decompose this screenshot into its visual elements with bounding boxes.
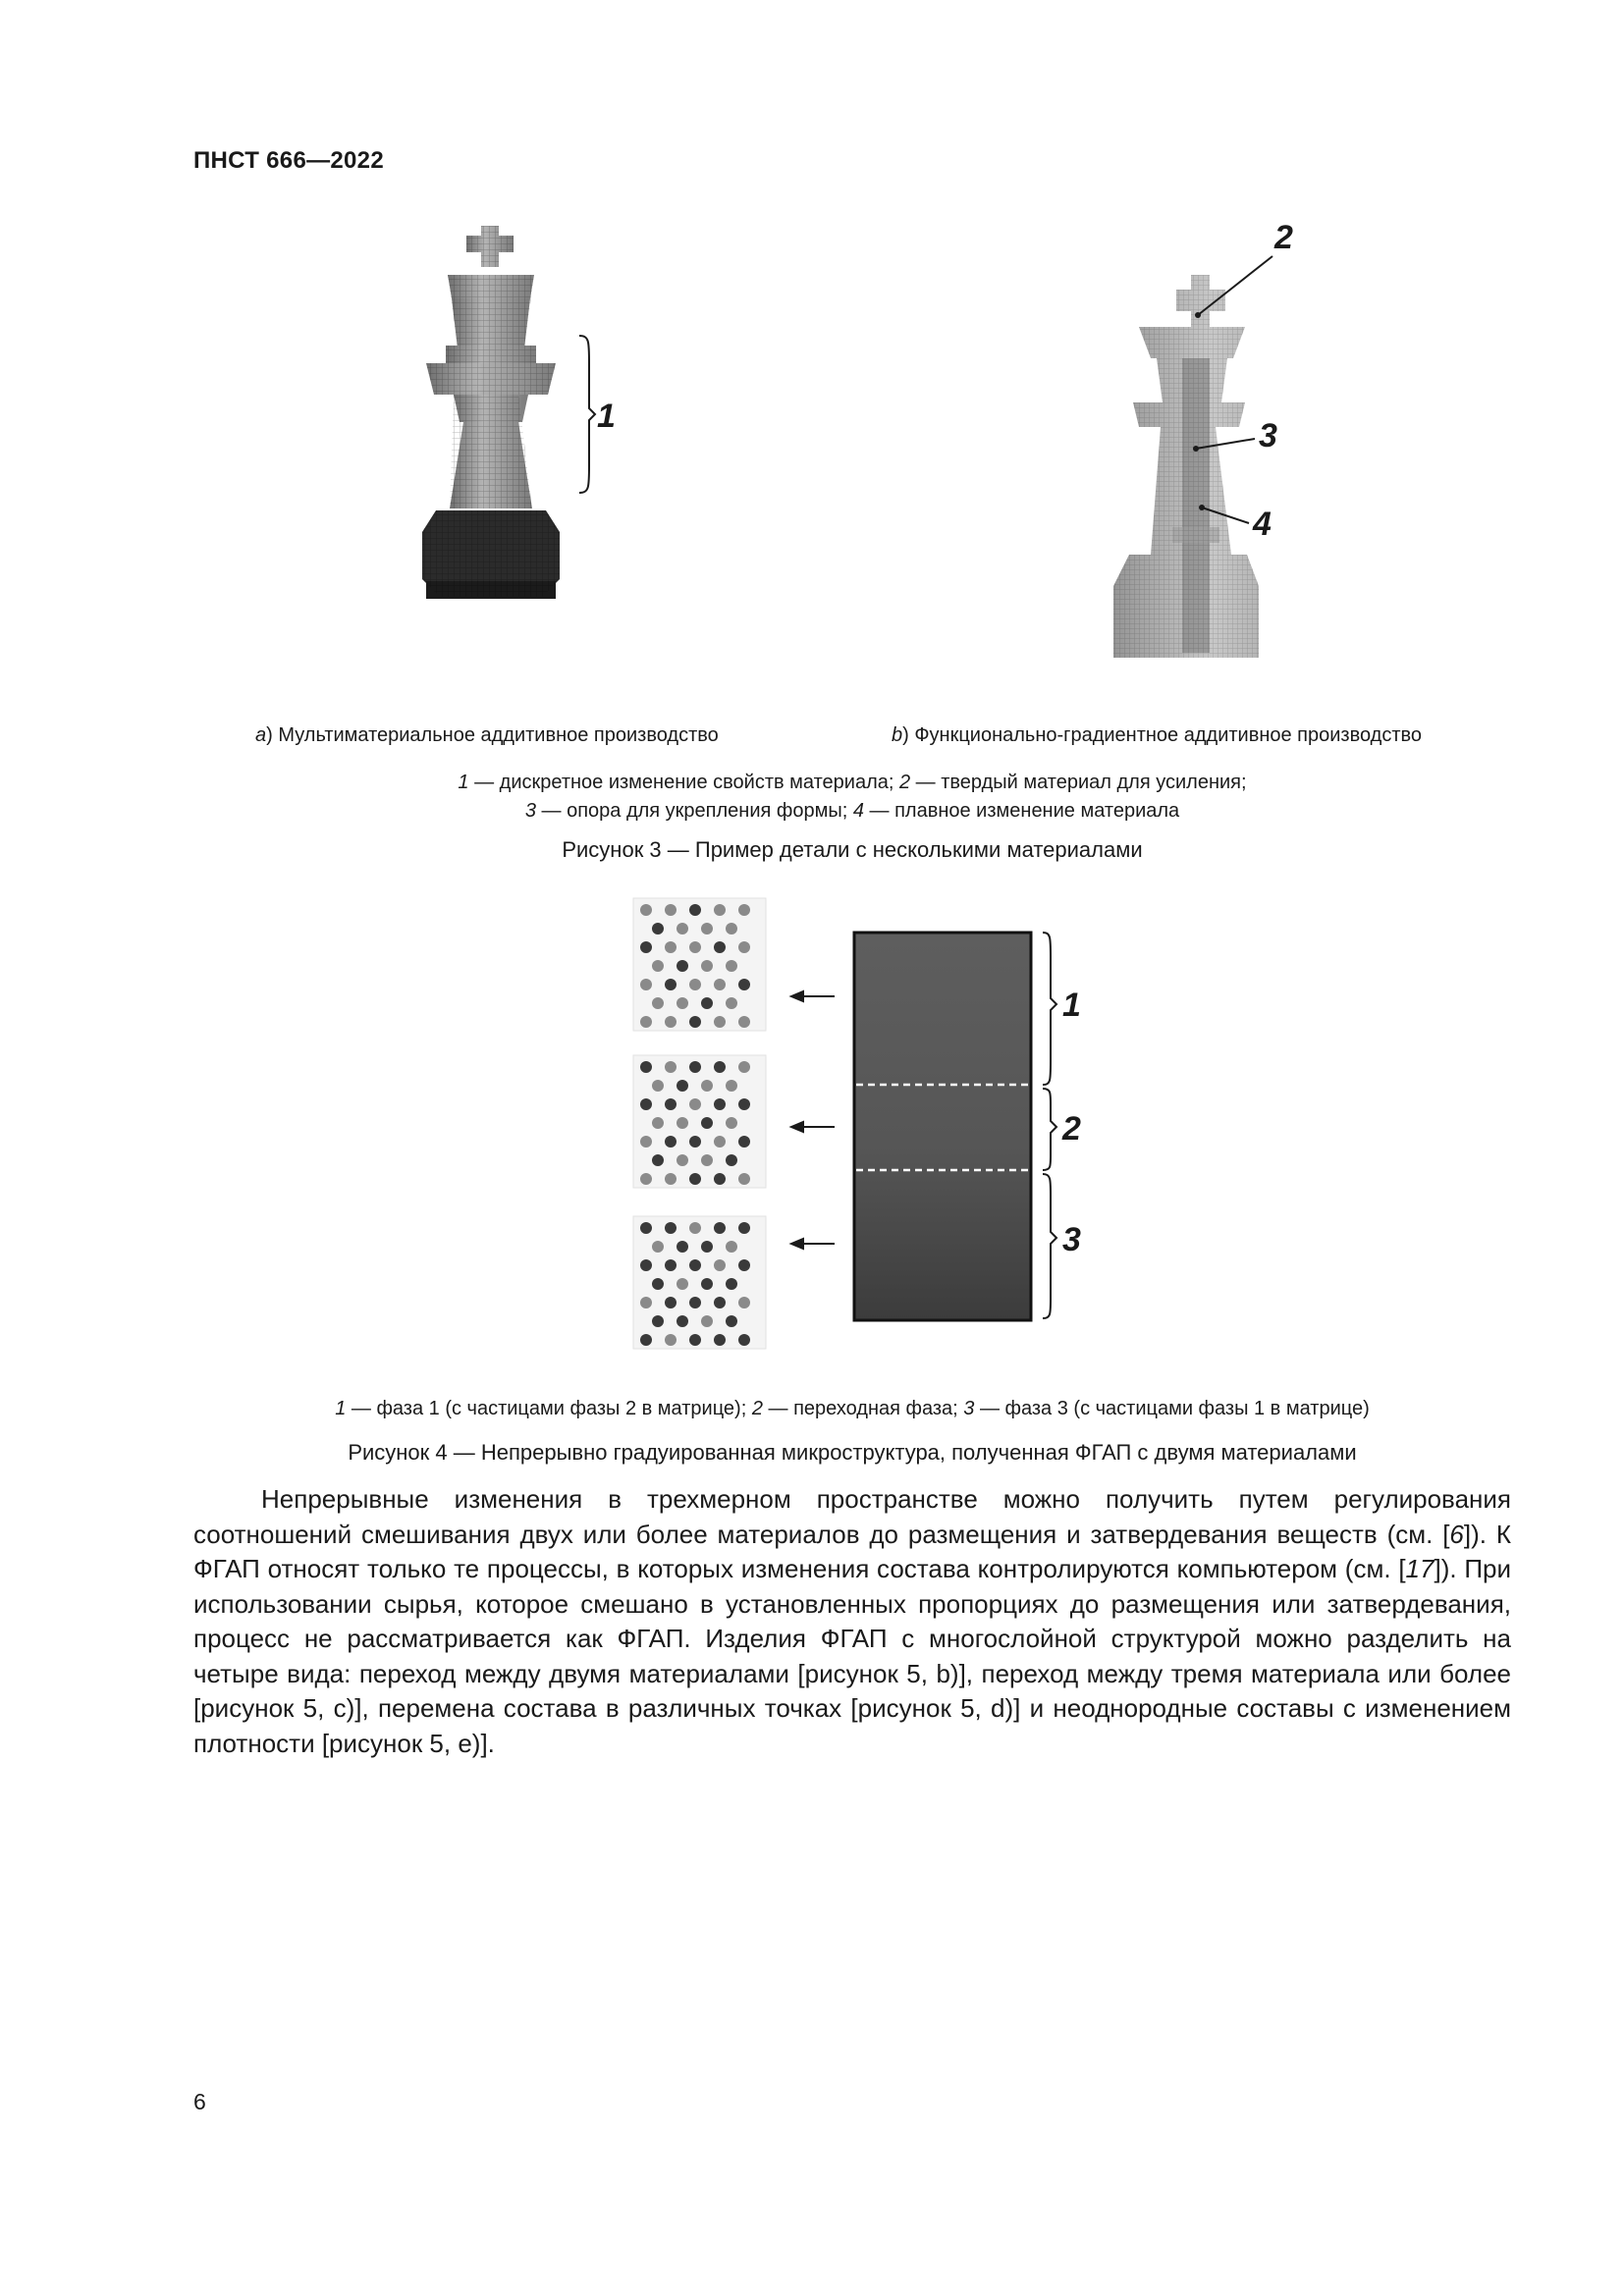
particle [652, 923, 664, 934]
particle [677, 960, 688, 972]
particle [665, 1061, 677, 1073]
particle [665, 1098, 677, 1110]
particle [652, 1278, 664, 1290]
particle [726, 1315, 737, 1327]
label-1: 1 [597, 398, 616, 435]
particle [640, 941, 652, 953]
particle [726, 1154, 737, 1166]
particle [689, 1061, 701, 1073]
particle [714, 1098, 726, 1110]
particle [665, 1297, 677, 1308]
particle [738, 1098, 750, 1110]
body-paragraph: Непрерывные изменения в трехмерном пространстве можно получить путем регулирования соотношений смешивания двух или более материалов до размещения и затвердевания веществ (см. [6]). К ФГАП относят только те процессы, в которых изменения состава контролируются компьютером (см. [17]). При использовании сырья, которое смешано в установленных пропорциях до размещения или затвердевания, процесс не рассматривается как ФГАП. Изделия ФГАП с многослойной структурой можно разделить на четыре вида: переход между двумя материалами [рисунок 5, b)], переход между тремя материала или более [рисунок 5, c)], перемена состава в различных точках [рисунок 5, d)] и неоднородные составы с изменением плотности [рисунок 5, e)]. [193, 1484, 1512, 1758]
particle [738, 1016, 750, 1028]
particle [677, 1241, 688, 1253]
particle [701, 1315, 713, 1327]
particle [738, 941, 750, 953]
particle [701, 923, 713, 934]
particle [665, 1259, 677, 1271]
particle [689, 1297, 701, 1308]
label-2: 2 [1274, 221, 1293, 256]
figure-3-title: Рисунок 3 — Пример детали с несколькими материалами [562, 837, 1143, 862]
figure-3a-chess-king-multimaterial [412, 226, 648, 648]
particle [714, 1222, 726, 1234]
particle [689, 1222, 701, 1234]
particle [652, 1241, 664, 1253]
particle [665, 1173, 677, 1185]
particle [652, 960, 664, 972]
particle [738, 1297, 750, 1308]
particle [726, 997, 737, 1009]
particle [714, 1136, 726, 1148]
particle [714, 1259, 726, 1271]
particle [701, 1278, 713, 1290]
zone-label-1: 1 [1062, 987, 1081, 1024]
reference-6: 6 [1449, 1519, 1464, 1549]
particle [738, 904, 750, 916]
particle [701, 997, 713, 1009]
figure-3b-chess-king-gradient [1100, 221, 1326, 672]
particle [677, 1080, 688, 1092]
particle [714, 979, 726, 990]
figure-3-legend: 1 — дискретное изменение свойств материала; 2 — твердый материал для усиления; 3 — опора для укрепления формы; 4 — плавное изменение материала [458, 772, 1247, 822]
particle [714, 1016, 726, 1028]
figure-4-graded-microstructure [619, 888, 1129, 1360]
document-id-header: ПНСТ 666—2022 [193, 147, 384, 174]
particle-panel-2 [633, 1055, 766, 1188]
reference-17: 17 [1405, 1554, 1435, 1583]
particle [738, 1173, 750, 1185]
figure-3b-caption: b) Функционально-градиентное аддитивное производство [892, 724, 1423, 746]
zone-brackets [1043, 933, 1056, 1318]
particle [665, 941, 677, 953]
particle [738, 1334, 750, 1346]
particle [677, 1117, 688, 1129]
particle [677, 1278, 688, 1290]
particle [689, 979, 701, 990]
particle [652, 1080, 664, 1092]
particle-panel-1 [633, 898, 766, 1031]
particle [677, 1154, 688, 1166]
particle [689, 1259, 701, 1271]
particle [652, 997, 664, 1009]
particle [689, 1334, 701, 1346]
particle [689, 941, 701, 953]
zone-label-3: 3 [1062, 1221, 1081, 1258]
particle [701, 1117, 713, 1129]
particle [689, 904, 701, 916]
particle [640, 1334, 652, 1346]
particle [677, 923, 688, 934]
particle [701, 1241, 713, 1253]
particle [714, 904, 726, 916]
particle [689, 1136, 701, 1148]
arrows [791, 991, 835, 1249]
particle [665, 1222, 677, 1234]
particle [738, 1136, 750, 1148]
particle [640, 1061, 652, 1073]
particle-panel-3 [633, 1216, 766, 1349]
particle [665, 1334, 677, 1346]
particle [701, 1154, 713, 1166]
particle [652, 1117, 664, 1129]
label-3: 3 [1259, 417, 1277, 454]
label-4: 4 [1253, 506, 1272, 543]
particle [640, 1016, 652, 1028]
particle [726, 960, 737, 972]
particle [738, 1222, 750, 1234]
particle [652, 1315, 664, 1327]
figure-3a-caption: a) Мультиматериальное аддитивное производство [255, 724, 719, 746]
particle [726, 1241, 737, 1253]
particle [677, 1315, 688, 1327]
zone-label-2: 2 [1062, 1110, 1081, 1148]
particle [738, 1259, 750, 1271]
figure-4-legend: 1 — фаза 1 (с частицами фазы 2 в матрице); 2 — переходная фаза; 3 — фаза 3 (с частицами фазы 1 в матрице) [335, 1398, 1370, 1419]
particle [640, 1222, 652, 1234]
particle [677, 997, 688, 1009]
particle [714, 1297, 726, 1308]
particle [640, 1173, 652, 1185]
particle [640, 1259, 652, 1271]
particle [701, 960, 713, 972]
particle [665, 1136, 677, 1148]
particle [738, 979, 750, 990]
particle [726, 1278, 737, 1290]
particle [665, 904, 677, 916]
particle [689, 1016, 701, 1028]
particle [714, 1173, 726, 1185]
particle [640, 1297, 652, 1308]
particle [640, 1136, 652, 1148]
particle [726, 1117, 737, 1129]
particle [701, 1080, 713, 1092]
particle [652, 1154, 664, 1166]
particle [689, 1173, 701, 1185]
particle [640, 1098, 652, 1110]
particle [689, 1098, 701, 1110]
particle [665, 979, 677, 990]
particle [640, 904, 652, 916]
page-number: 6 [193, 2089, 206, 2114]
particle [738, 1061, 750, 1073]
graded-column [854, 933, 1031, 1320]
figure-4-title: Рисунок 4 — Непрерывно градуированная микроструктура, полученная ФГАП с двумя материалами [348, 1440, 1357, 1465]
particle [665, 1016, 677, 1028]
particle [714, 1061, 726, 1073]
particle [640, 979, 652, 990]
particle [726, 1080, 737, 1092]
particle [714, 1334, 726, 1346]
bracket-1 [579, 336, 595, 493]
voxel-grid-overlay [412, 226, 648, 648]
particle [726, 923, 737, 934]
particle [714, 941, 726, 953]
